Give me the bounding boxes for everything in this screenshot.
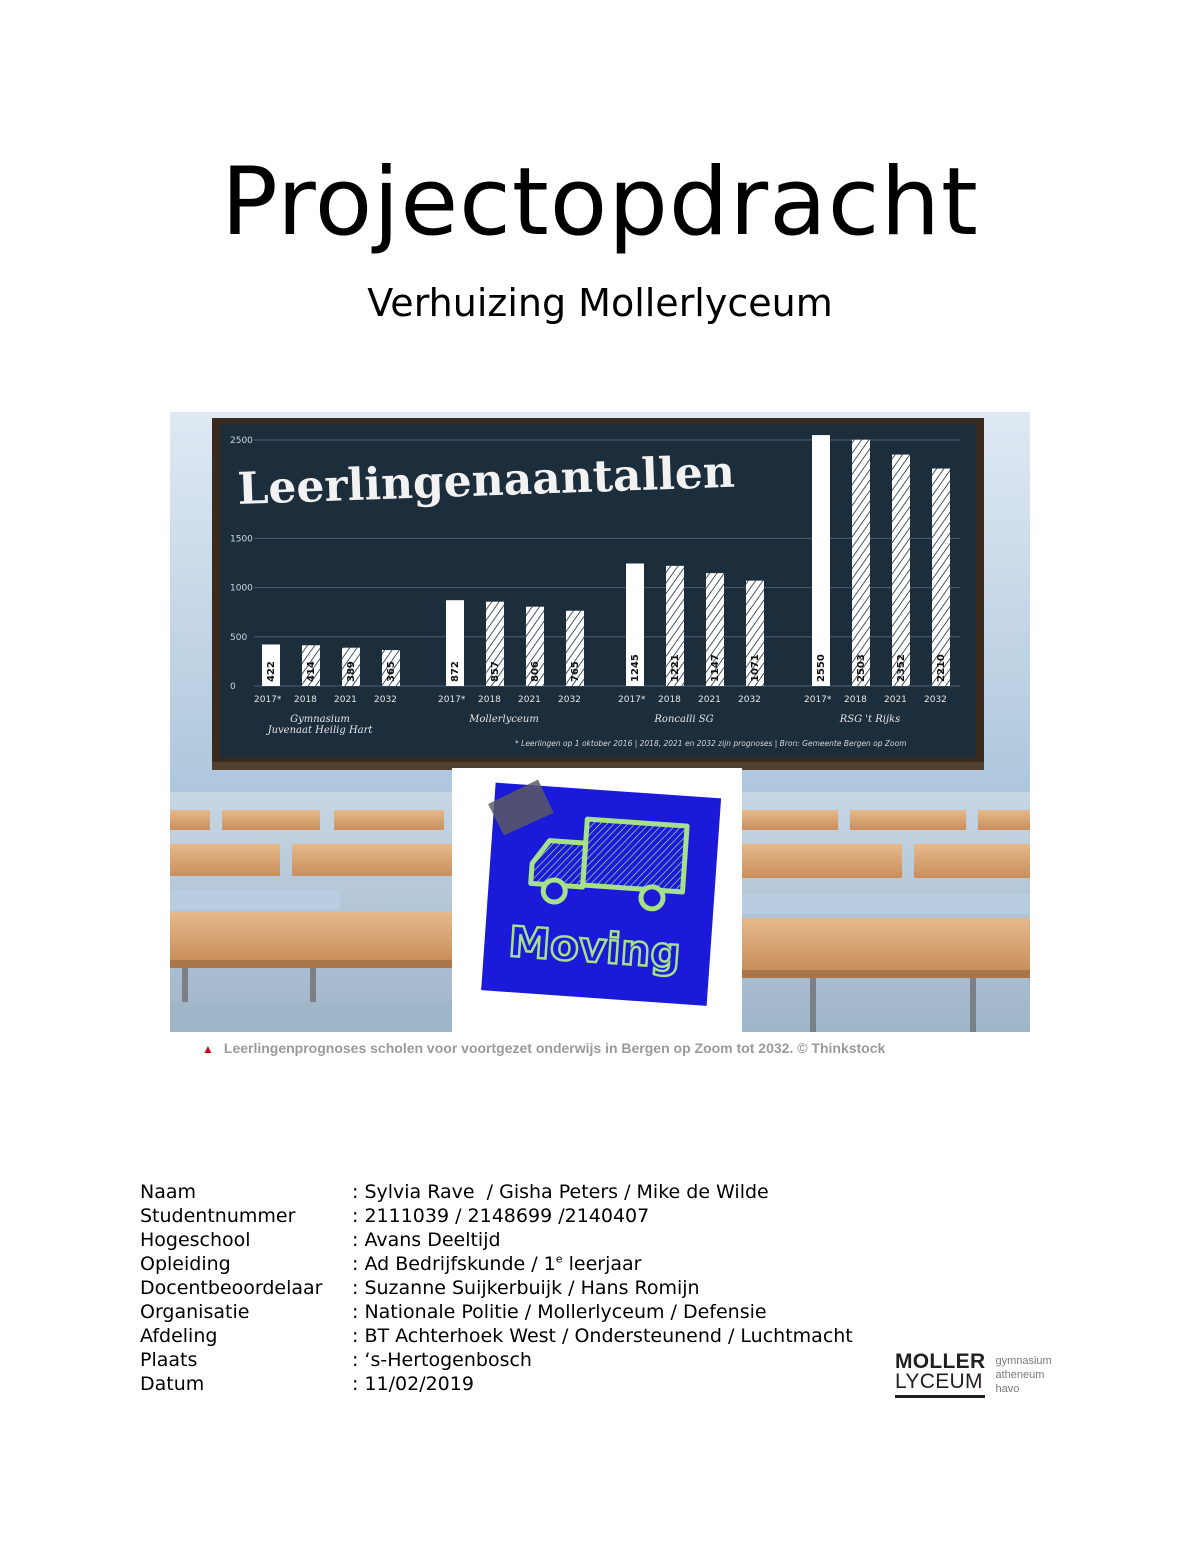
detail-label: Docentbeoordelaar bbox=[140, 1277, 323, 1299]
bar bbox=[852, 440, 870, 686]
bar-value-label: 2550 bbox=[816, 654, 827, 682]
bar bbox=[892, 455, 910, 686]
x-tick-label: 2021 bbox=[518, 695, 541, 705]
bar-value-label: 1147 bbox=[710, 654, 721, 682]
detail-row bbox=[140, 1180, 853, 1204]
y-tick-label: 1000 bbox=[230, 583, 253, 594]
detail-value-text: : 11/02/2019 bbox=[352, 1373, 474, 1395]
group-label: RSG 't Rijks bbox=[839, 714, 901, 725]
x-tick-label: 2017* bbox=[618, 695, 646, 705]
x-tick-label: 2032 bbox=[558, 695, 581, 705]
detail-label: Organisatie bbox=[140, 1301, 250, 1323]
logo-side-1: gymnasium bbox=[995, 1355, 1052, 1367]
x-tick-label: 2018 bbox=[478, 695, 501, 705]
detail-value bbox=[352, 1372, 474, 1396]
detail-value-text: : Suzanne Suijkerbuijk / Hans Romijn bbox=[352, 1277, 700, 1299]
logo-line2: LYCEUM bbox=[895, 1370, 983, 1393]
y-tick-label: 500 bbox=[230, 632, 248, 643]
cover-image bbox=[170, 412, 1030, 1032]
detail-label: Studentnummer bbox=[140, 1205, 296, 1227]
bar-value-label: 806 bbox=[530, 661, 541, 682]
x-tick-label: 2018 bbox=[658, 695, 681, 705]
bar-value-label: 365 bbox=[386, 661, 397, 682]
x-tick-label: 2021 bbox=[698, 695, 721, 705]
detail-value-text: : ‘s-Hertogenbosch bbox=[352, 1349, 532, 1371]
group-label: Juvenaat Heilig Hart bbox=[267, 725, 373, 736]
image-caption bbox=[202, 1040, 1002, 1056]
detail-value bbox=[352, 1228, 501, 1252]
detail-value-superscript: e bbox=[555, 1252, 563, 1266]
school-logo bbox=[895, 1352, 1065, 1408]
logo-side-3: havo bbox=[995, 1383, 1020, 1395]
detail-value-text: : Sylvia Rave / Gisha Peters / Mike de Wilde bbox=[352, 1181, 769, 1203]
bar-value-label: 2503 bbox=[856, 654, 867, 682]
bar-value-label: 765 bbox=[570, 661, 581, 682]
bar-value-label: 1245 bbox=[630, 654, 641, 682]
y-tick-label: 2500 bbox=[230, 436, 253, 446]
detail-label: Afdeling bbox=[140, 1325, 218, 1347]
document-title: Projectopdracht bbox=[221, 148, 979, 257]
bar-value-label: 1221 bbox=[670, 654, 681, 682]
details-list bbox=[140, 1180, 853, 1396]
detail-value-text: : Ad Bedrijfskunde / 1 bbox=[352, 1253, 556, 1275]
detail-value-suffix: leerjaar bbox=[562, 1253, 642, 1275]
detail-value bbox=[352, 1276, 700, 1300]
x-tick-label: 2032 bbox=[374, 695, 397, 705]
detail-label: Opleiding bbox=[140, 1253, 231, 1275]
sticker-text: Moving bbox=[506, 917, 683, 978]
caption-text: Leerlingenprognoses scholen voor voortgezet onderwijs in Bergen op Zoom tot 2032. © Thinkstock bbox=[223, 1040, 886, 1056]
document-subtitle: Verhuizing Mollerlyceum bbox=[367, 281, 833, 325]
logo-tagline bbox=[995, 1354, 1051, 1396]
bar bbox=[932, 469, 950, 686]
y-tick-label: 0 bbox=[230, 682, 236, 692]
board-footnote: * Leerlingen op 1 oktober 2016 | 2018, 2021 en 2032 zijn prognoses | Bron: Gemeente Bergen op Zoom bbox=[515, 739, 907, 748]
bar-value-label: 2210 bbox=[936, 654, 947, 682]
board-title: Leerlingenaantallen bbox=[236, 446, 736, 515]
y-tick-label: 1500 bbox=[230, 534, 253, 545]
x-tick-label: 2018 bbox=[844, 695, 867, 705]
detail-row bbox=[140, 1204, 853, 1228]
x-tick-label: 2017* bbox=[438, 695, 466, 705]
detail-row bbox=[140, 1276, 853, 1300]
x-tick-label: 2021 bbox=[334, 695, 357, 705]
logo-line1: MOLLER bbox=[895, 1350, 986, 1373]
detail-label: Hogeschool bbox=[140, 1229, 251, 1251]
detail-value bbox=[352, 1204, 649, 1228]
detail-value bbox=[352, 1348, 532, 1372]
detail-value-text: : Avans Deeltijd bbox=[352, 1229, 501, 1251]
moving-sticker bbox=[475, 776, 721, 1006]
bar-value-label: 872 bbox=[450, 661, 461, 682]
detail-value bbox=[352, 1252, 641, 1276]
detail-row bbox=[140, 1372, 853, 1396]
bar-value-label: 422 bbox=[266, 661, 277, 682]
detail-row bbox=[140, 1348, 853, 1372]
logo-wordmark bbox=[895, 1352, 985, 1398]
bar-value-label: 1071 bbox=[750, 654, 761, 682]
detail-row bbox=[140, 1252, 853, 1276]
bar-value-label: 2352 bbox=[896, 654, 907, 682]
bar bbox=[812, 435, 830, 686]
detail-value-text: : Nationale Politie / Mollerlyceum / Defensie bbox=[352, 1301, 767, 1323]
x-tick-label: 2017* bbox=[804, 695, 832, 705]
detail-value-text: : 2111039 / 2148699 /2140407 bbox=[352, 1205, 650, 1227]
detail-value bbox=[352, 1324, 853, 1348]
group-label: Roncalli SG bbox=[654, 714, 714, 725]
detail-label: Plaats bbox=[140, 1349, 198, 1371]
caption-marker-icon: ▲ bbox=[202, 1042, 214, 1056]
detail-row bbox=[140, 1324, 853, 1348]
x-tick-label: 2018 bbox=[294, 695, 317, 705]
detail-row bbox=[140, 1300, 853, 1324]
bar-value-label: 389 bbox=[346, 661, 357, 682]
x-tick-label: 2017* bbox=[254, 695, 282, 705]
group-label: Gymnasium bbox=[290, 714, 350, 725]
bar-value-label: 857 bbox=[490, 661, 501, 682]
detail-value bbox=[352, 1300, 767, 1324]
group-label: Mollerlyceum bbox=[469, 714, 539, 725]
detail-value-text: : BT Achterhoek West / Ondersteunend / Luchtmacht bbox=[352, 1325, 853, 1347]
logo-side-2: atheneum bbox=[995, 1369, 1045, 1381]
x-tick-label: 2032 bbox=[738, 695, 761, 705]
detail-value bbox=[352, 1180, 769, 1204]
x-tick-label: 2032 bbox=[924, 695, 947, 705]
bar-value-label: 414 bbox=[306, 661, 317, 682]
x-tick-label: 2021 bbox=[884, 695, 907, 705]
detail-label: Naam bbox=[140, 1181, 197, 1203]
detail-label: Datum bbox=[140, 1373, 205, 1395]
detail-row bbox=[140, 1228, 853, 1252]
